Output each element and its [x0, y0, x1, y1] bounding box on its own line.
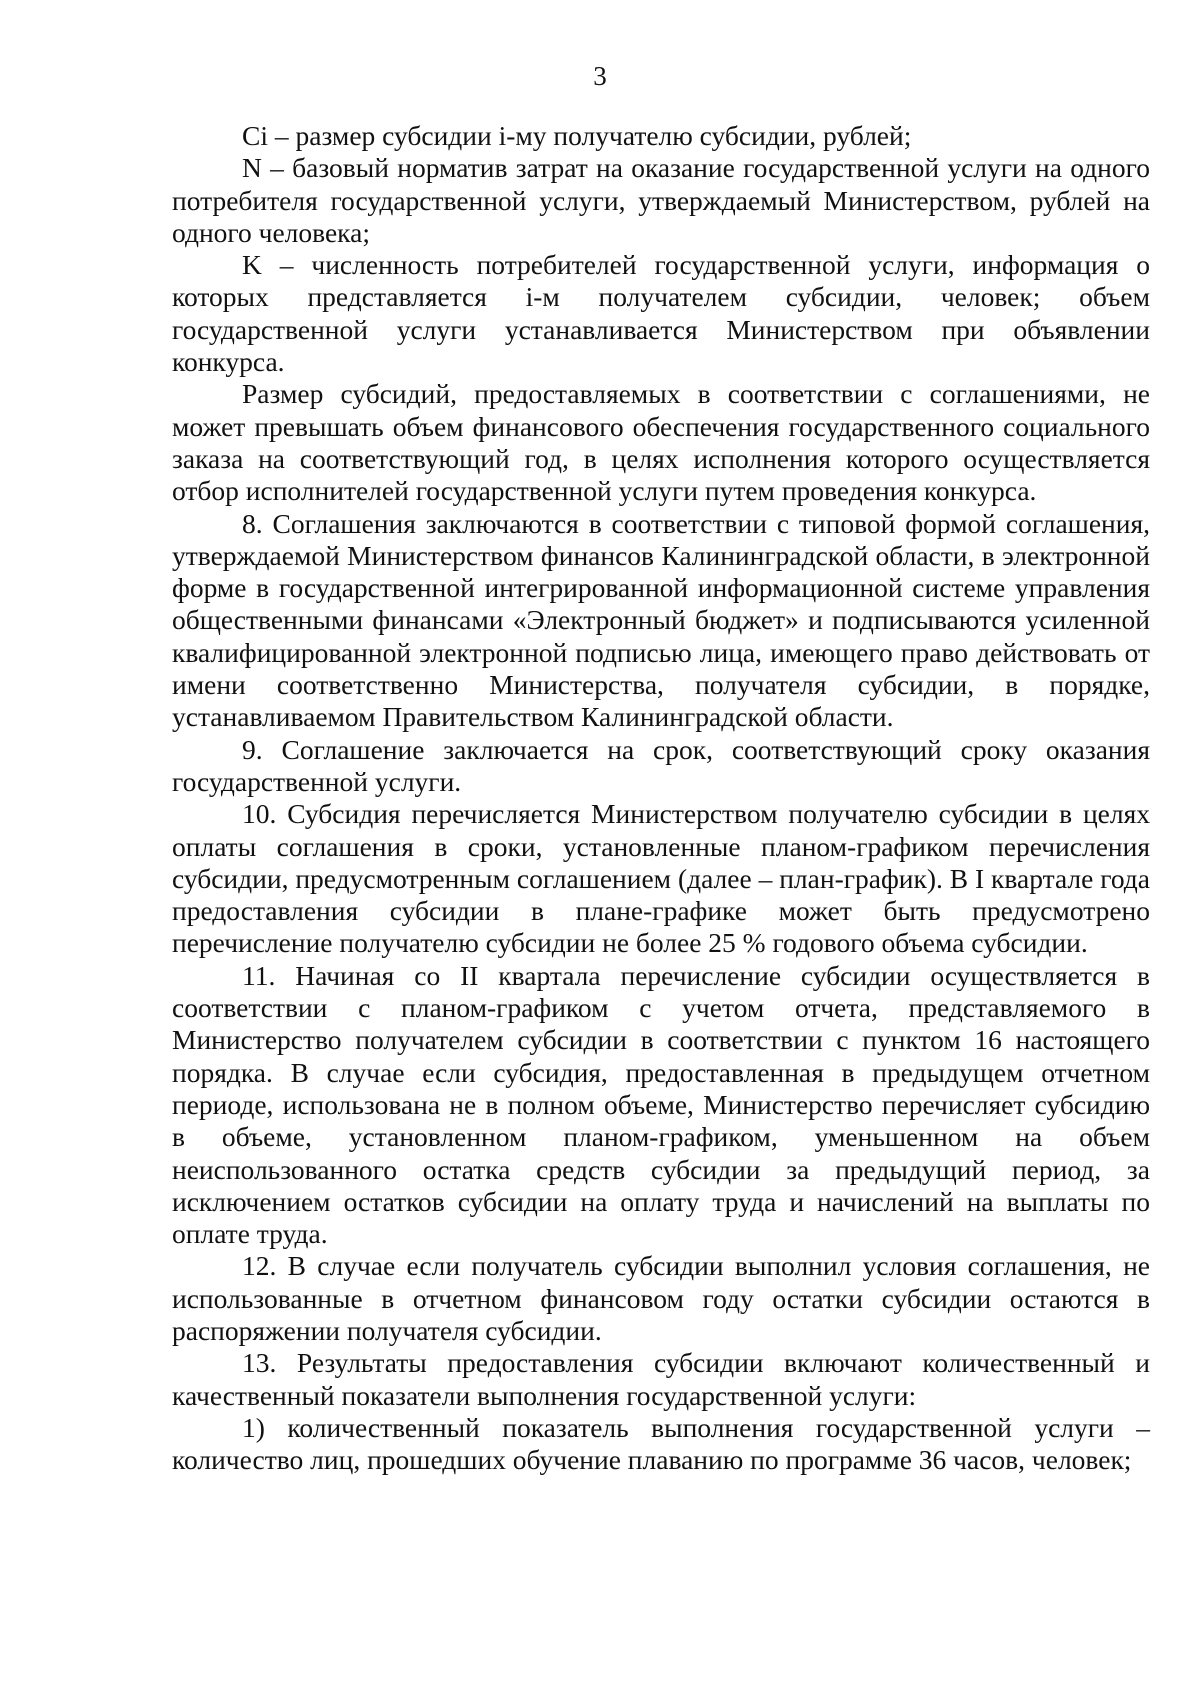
paragraph-k-definition: K – численность потребителей государственной услуги, информация о которых представляется i-м получателем субсидии, человек; объем государственной услуги устанавливается Министерством при объявлении конкурса. — [172, 249, 1150, 378]
paragraph-n-definition: N – базовый норматив затрат на оказание государственной услуги на одного потребителя государственной услуги, утверждаемый Министерством, рублей на одного человека; — [172, 152, 1150, 248]
paragraph-item-10: 10. Субсидия перечисляется Министерством получателю субсидии в целях оплаты соглашения в сроки, установленные планом-графиком перечисления субсидии, предусмотренным соглашением (далее – план-график). В I квартале года предоставления субсидии в плане-графике может быть предусмотрено перечисление получателю субсидии не более 25 % годового объема субсидии. — [172, 798, 1150, 959]
paragraph-subsidy-limit: Размер субсидий, предоставляемых в соответствии с соглашениями, не может превышать объем финансового обеспечения государственного социального заказа на соответствующий год, в целях исполнения которого осуществляется отбор исполнителей государственной услуги путем проведения конкурса. — [172, 378, 1150, 507]
paragraph-item-13: 13. Результаты предоставления субсидии включают количественный и качественный показатели выполнения государственной услуги: — [172, 1347, 1150, 1411]
paragraph-item-11: 11. Начиная со II квартала перечисление субсидии осуществляется в соответствии с планом-графиком с учетом отчета, представляемого в Министерство получателем субсидии в соответствии с пунктом 16 настоящего порядка. В случае если субсидия, предоставленная в предыдущем отчетном периоде, использована не в полном объеме, Министерство перечисляет субсидию в объеме, установленном планом-графиком, уменьшенном на объем неиспользованного остатка средств субсидии за предыдущий период, за исключением остатков субсидии на оплату труда и начислений на выплаты по оплате труда. — [172, 959, 1150, 1250]
paragraph-item-12: 12. В случае если получатель субсидии выполнил условия соглашения, не использованные в отчетном финансовом году остатки субсидии остаются в распоряжении получателя субсидии. — [172, 1250, 1150, 1346]
paragraph-ci-definition: Ci – размер субсидии i-му получателю субсидии, рублей; — [242, 120, 912, 151]
paragraph-item-9: 9. Соглашение заключается на срок, соответствующий сроку оказания государственной услуги. — [172, 733, 1150, 797]
paragraph-item-8: 8. Соглашения заключаются в соответствии с типовой формой соглашения, утверждаемой Министерством финансов Калининградской области, в электронной форме в государственной интегрированной информационной системе управления общественными финансами «Электронный бюджет» и подписываются усиленной квалифицированной электронной подписью лица, имеющего право действовать от имени соответственно Министерства, получателя субсидии, в порядке, устанавливаемом Правительством Калининградской области. — [172, 507, 1150, 733]
document-body — [172, 120, 1150, 1476]
page-number: 3 — [593, 61, 607, 91]
paragraph-item-13-subitem-1: 1) количественный показатель выполнения государственной услуги – количество лиц, прошедших обучение плаванию по программе 36 часов, человек; — [172, 1411, 1150, 1476]
